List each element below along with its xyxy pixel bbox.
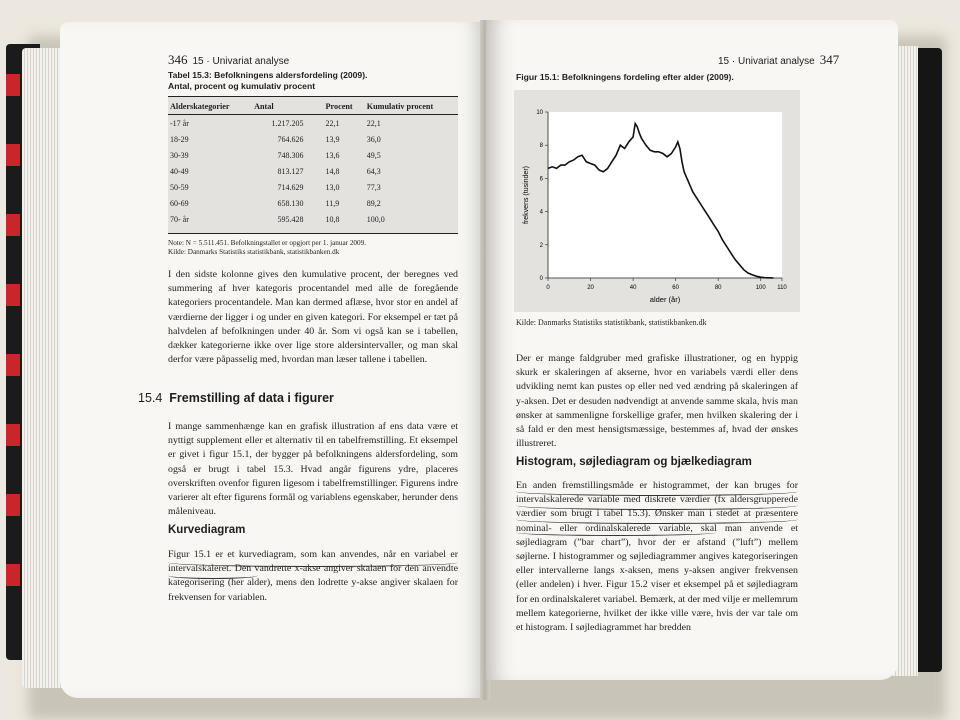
- table-subtitle: Antal, procent og kumulativ procent: [168, 81, 316, 91]
- y-tick-label: 6: [539, 176, 543, 183]
- table-cell: 13,0: [325, 182, 340, 192]
- table-row: [168, 115, 458, 132]
- table-cell: 49,5: [366, 150, 381, 160]
- figure-box: [514, 90, 800, 312]
- age-table: [168, 70, 458, 257]
- y-tick-label: 10: [536, 110, 543, 116]
- x-tick-label: 110: [777, 285, 787, 291]
- table-cell: 77,3: [366, 182, 381, 192]
- paragraph: Figur 15.1 er et kurvediagram, som kan anvendes, når en variabel er intervalskaleret. Den vandrette x-akse angiver skalaen for den anvendte kategorisering (her alder), mens den lodrette y-akse angiver skalaen for frekvensen for variablen.: [168, 549, 458, 603]
- data-table: [168, 99, 458, 227]
- table-cell: 70- år: [170, 214, 189, 224]
- table-cell: 89,2: [366, 198, 381, 208]
- table-cell: 22,1: [325, 118, 340, 128]
- paragraph: I mange sammenhænge kan en grafisk illustration af ens data være et nyttigt supplement eller et alternativ til en tabelfremstilling. Et eksempel er givet i figur 15.1, der bygger på befolkningens aldersfordeling, som også er brugt i tabel 15.3. Hvad angår figurens ydre, placeres overskriften ovenfor figuren ligesom i tabelfremstillinger. Figurens indre varierer alt efter figurens formål og variablens egenskaber, herunder dens måleniveau.: [168, 421, 458, 518]
- x-axis-label: alder (år): [649, 295, 681, 304]
- section-heading: [138, 391, 334, 405]
- pen-underline: [516, 501, 798, 510]
- pen-underline: [168, 558, 458, 567]
- pen-underline: [516, 515, 798, 524]
- pen-underline: [516, 487, 798, 496]
- cover-stripe: [6, 214, 20, 236]
- table-cell: 50-59: [170, 182, 189, 192]
- table-row: [168, 131, 458, 147]
- page-number: 347: [819, 52, 840, 67]
- table-cell: 714.629: [277, 182, 304, 192]
- table-header-row: [168, 99, 458, 115]
- cover-stripe: [6, 494, 20, 516]
- pen-underline: [516, 529, 716, 536]
- table-cell: 658.130: [277, 198, 304, 208]
- table-row: [168, 211, 458, 227]
- table-cell: 748.306: [277, 150, 304, 160]
- figure-title: Figur 15.1: Befolkningens fordeling efter alder (2009).: [516, 72, 734, 82]
- cover-stripe: [6, 144, 20, 166]
- y-tick-label: 0: [539, 276, 543, 282]
- table-cell: 60-69: [170, 198, 189, 208]
- table-cell: 595.428: [277, 214, 304, 224]
- subsection-heading: Histogram, søjlediagram og bjælkediagram: [516, 456, 752, 468]
- table-row: [168, 195, 458, 211]
- pen-underline: [168, 572, 258, 579]
- column-header: Kumulativ procent: [365, 99, 458, 115]
- table-cell: 13,9: [325, 134, 340, 144]
- paragraph: I den sidste kolonne gives den kumulative procent, der beregnes ved summering af hver kategoris procentandel med alle de foregående kategoriers procentandele. Man kan dermed aflæse, hvor stor en andel af værdierne der ligger i og under en given kategori. For eksempel er tæt på halvdelen af befolkningen under 40 år. Som vi også kan se i tabellen, dækker kategorierne ikke over lige store aldersintervaller, og man skal derfor være påpasselig med, hvordan man læser tallene i tabellen.: [168, 269, 458, 366]
- table-cell: 813.127: [277, 166, 304, 176]
- subsection-heading: Kurvediagram: [168, 524, 246, 536]
- y-tick-label: 4: [539, 209, 543, 216]
- y-tick-label: 8: [539, 143, 543, 150]
- y-axis-label: frekvens (tusinder): [523, 166, 530, 224]
- table-row: [168, 179, 458, 195]
- table-cell: -17 år: [170, 118, 189, 128]
- chart-axes: [548, 112, 782, 278]
- table-row: [168, 147, 458, 163]
- x-tick-label: 40: [629, 285, 637, 291]
- paragraph: Der er mange faldgruber med grafiske illustrationer, og en hyppig skurk er skaleringen af akserne, hvor en variabels værdi eller dens udvikling nemt kan pustes op eller ned ved ændring på skaleringen af y-aksen. Det er desuden nødvendigt at anvende samme skala, hvis man ønsker at sammenligne forskellige grafer, men hvilken skalering der i så fald er den mest hensigtsmæssige, bestemmes af, hvad der ønskes illustreret.: [516, 353, 798, 450]
- right-page-header: [718, 52, 839, 68]
- running-head: 15 · Univariat analyse: [718, 56, 815, 67]
- column-header: Procent: [324, 99, 365, 115]
- page-number: 346: [168, 52, 188, 67]
- paragraph: En anden fremstillingsmåde er histogrammet, der kan bruges for intervalskalerede variable med diskrete værdier (fx aldersgrupperede værdier som brugt i tabel 15.3). Ønsker man i stedet at præsentere nominal- eller ordinalskalerede variable, skal man anvende et søjlediagram (”bar chart”), hvor der er afstand (”luft”) mellem søjlerne. I histogrammer og søjlediagrammer angives kategoriseringen eller intervallerne langs x-aksen, mens y-aksen angiver frekvensen (eller andelen) i hver. Figur 15.2 viser et eksempel på et søjlediagram for en ordinalskaleret variabel. Bemærk, at der med vilje er mellemrum mellem kategorierne, hvilket der ikke ville være, hvis der var tale om et histogram. I søjlediagrammet har bredden: [516, 480, 798, 634]
- table-title: Tabel 15.3: Befolkningens aldersfordeling (2009).: [168, 70, 368, 80]
- cover-stripe: [6, 354, 20, 376]
- section-number: 15.4: [138, 391, 163, 405]
- x-tick-label: 100: [755, 285, 766, 291]
- figure-source: Kilde: Danmarks Statistiks statistikbank, statistikbanken.dk: [516, 318, 707, 327]
- cover-stripe: [6, 564, 20, 586]
- x-tick-label: 20: [587, 285, 594, 291]
- plot-area: [548, 112, 782, 278]
- table-cell: 30-39: [170, 150, 189, 160]
- table-cell: 18-29: [170, 134, 189, 144]
- line-chart: [514, 90, 800, 312]
- x-tick-label: 0: [546, 285, 550, 291]
- table-cell: 40-49: [170, 166, 189, 176]
- column-header: Alderskategorier: [168, 99, 252, 115]
- running-head: 15 · Univariat analyse: [192, 56, 290, 67]
- page-edges-left: [22, 48, 62, 688]
- cover-stripe: [6, 74, 20, 96]
- cover-stripe: [6, 424, 20, 446]
- table-cell: 14,8: [325, 166, 340, 176]
- table-cell: 22,1: [366, 118, 381, 128]
- table-cell: 764.626: [277, 134, 304, 144]
- table-cell: 64,3: [366, 166, 381, 176]
- left-page-header: [168, 52, 289, 68]
- table-cell: 13,6: [325, 150, 340, 160]
- table-cell: 100,0: [366, 214, 385, 224]
- table-note: Note: N = 5.511.451. Befolkningstallet er opgjort per 1. januar 2009.: [168, 239, 367, 247]
- y-tick-label: 2: [539, 242, 543, 249]
- table-box: [168, 96, 458, 234]
- x-tick-label: 60: [672, 285, 679, 291]
- table-cell: 1.217.205: [271, 118, 304, 128]
- table-row: [168, 163, 458, 179]
- table-cell: 36,0: [366, 134, 381, 144]
- table-source: Kilde: Danmarks Statistiks statistikbank, statistikbanken.dk: [168, 248, 340, 256]
- column-header: Antal: [252, 99, 323, 115]
- x-tick-label: 80: [714, 285, 722, 291]
- section-title: Fremstilling af data i figurer: [169, 391, 334, 405]
- table-cell: 10,8: [325, 214, 340, 224]
- cover-stripe: [6, 284, 20, 306]
- table-cell: 11,9: [325, 198, 340, 208]
